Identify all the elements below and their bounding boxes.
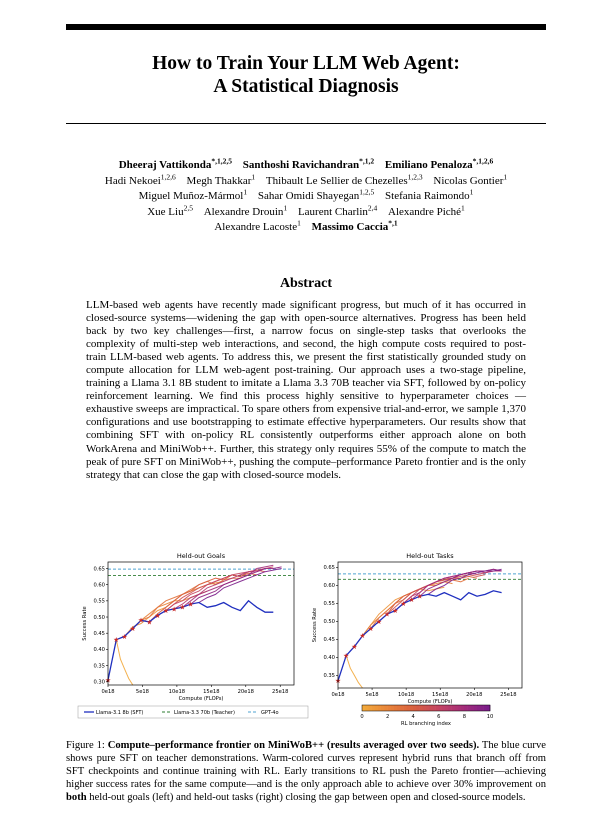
colorbar-segment [439,705,443,711]
author: Stefania Raimondo$^1$ [385,187,474,202]
x-tick-label: 20e18 [466,692,483,698]
author: Alexandre Drouin$^1$ [203,202,288,218]
rl-branch-line [346,656,362,688]
y-axis-label: Success Rate [82,606,88,641]
branch-point-star: ★ [154,611,161,620]
colorbar-segment [394,705,398,711]
rl-branch-line [428,569,502,594]
y-tick-label: 0.50 [323,619,335,626]
colorbar-segment [416,705,420,711]
branch-point-star: ★ [170,605,178,614]
author-list [40,158,572,236]
y-tick-label: 0.45 [323,637,335,644]
x-tick-label: 25e18 [272,689,289,695]
colorbar-segment [468,705,472,711]
branch-point-star: ★ [162,606,170,615]
colorbar-segment [480,705,484,711]
colorbar-label: RL branching index [400,721,452,727]
colorbar-tick-label: 2 [385,714,390,720]
colorbar-segment [375,705,379,711]
branch-point-star: ★ [400,599,407,608]
colorbar-segment [365,705,369,711]
colorbar-segment [455,705,459,711]
colorbar-tick-label: 0 [360,714,364,720]
x-tick-label: 25e18 [500,692,517,698]
x-tick-label: 10e18 [397,692,415,698]
y-tick-label: 0.50 [93,614,105,621]
branch-point-star: ★ [187,600,194,609]
colorbar-segment [445,705,449,711]
x-tick-label: 0e18 [101,689,115,695]
author: Nicolas Gontier$^1$ [433,171,508,187]
colorbar-segment [436,705,440,711]
rl-branch-line [354,587,444,646]
legend-sft-label: Llama-3.1 8b (SFT) [96,710,144,716]
x-axis-label: Compute (FLOPs) [178,696,224,702]
colorbar-segment [464,705,468,711]
x-tick-label: 5e18 [135,689,149,695]
author: Alexandre Piché$^1$ [388,202,465,218]
branch-point-star: ★ [137,616,145,625]
author: Xue Liu$^{2,5}$ [147,202,193,218]
branch-point-star: ★ [392,607,399,615]
x-tick-label: 15e18 [432,692,449,698]
y-tick-label: 0.30 [93,679,105,686]
colorbar-segment [407,705,411,711]
colorbar-segment [442,705,446,711]
caption-text-1: The blue curve shows pure SFT on teacher demonstrations. Warm-colored curves represent hybrid runs that branch off from SFT checkpoints and continue training with RL. Early transitions to RL push the Pareto frontier—achieving higher success rates for the same compute—and is the only approach able to achieve over 30% improvement on [66,740,546,790]
branch-point-star: ★ [416,592,423,601]
y-tick-label: 0.55 [93,598,105,605]
y-tick-label: 0.60 [323,583,335,590]
legend-gpt-label: GPT-4o [261,710,279,716]
colorbar-segment [362,705,366,711]
y-tick-label: 0.35 [323,673,335,680]
rl-branch-line [116,640,133,685]
branch-point-star: ★ [129,624,136,633]
caption-label: Figure 1: [66,740,105,751]
abstract-text: LLM-based web agents have recently made significant progress, but much of it has occurred in closed-source systems—widening the gap with open-source alternatives. Progress has been held back by two key challenges—first, a narrow focus on single-step tasks that overlooks the complexity of multi-step web interactions, and second, the high compute costs required to post-train LLM-based web agents. To address this, we present the first statistically grounded study on compute allocation for LLM web-agent post-training. Our approach uses a two-stage pipeline, training a Llama 3.1 8B student to imitate a Llama 3.3 70B teacher via SFT, followed by on-policy reinforcement learning. We find this process highly sensitive to hyperparameter choices — exhaustive sweeps are impractical. To spare others from expensive trial-and-error, we sample 1,370 configurations and use bootstrapping to estimate effective hyperparameters. Our results show that combining SFT with on-policy RL consistently outperforms either approach alone on both WorkArena and MiniWob++. Further, this strategy only requires 55% of the compute to match the peak of pure SFT on MiniWob++, pushing the compute–performance Pareto frontier and is the only strategy that can close the gap with closed-source models. [86,299,526,481]
author: Sahar Omidi Shayegan$^{1,2,5}$ [257,187,375,202]
colorbar-segment [429,705,433,711]
rl-branch-line [371,578,469,628]
branch-point-star: ★ [146,618,153,627]
plot-frame [108,562,294,685]
branch-point-star: ★ [375,617,383,626]
author: Massimo Caccia$^{*,1}$ [311,218,398,233]
caption-emphasis: both [66,791,87,803]
abstract-heading: Abstract [279,276,333,291]
colorbar-segment [404,705,408,711]
colorbar-segment [384,705,388,711]
colorbar-segment [471,705,475,711]
x-axis-label: Compute (FLOPs) [407,699,453,705]
colorbar-segment [400,705,404,711]
caption-title: Compute–performance frontier on MiniWoB++ (results averaged over two seeds). [107,740,480,751]
colorbar-segment [388,705,392,711]
author: Alexandre Lacoste$^1$ [214,218,301,233]
plot-frame [338,562,522,688]
legend-teacher-label: Llama-3.3 70b (Teacher) [174,710,235,716]
branch-point-star: ★ [343,652,350,660]
colorbar-segment [448,705,452,711]
y-tick-label: 0.40 [93,647,105,654]
branch-point-star: ★ [121,632,128,641]
figure-1-charts [70,548,542,733]
chart-title: Held-out Goals [176,552,226,560]
x-tick-label: 15e18 [203,689,220,695]
figure-caption [66,740,546,805]
colorbar-segment [477,705,481,711]
colorbar-segment [391,705,395,711]
author: Megh Thakkar$^1$ [186,171,256,187]
colorbar-segment [423,705,427,711]
branch-point-star: ★ [367,625,374,633]
author: Dheeraj Vattikonda$^{*,1,2,5}$ [118,156,232,171]
colorbar-segment [461,705,465,711]
colorbar-segment [484,705,488,711]
colorbar-segment [381,705,385,711]
author: Miguel Muñoz-Mármol$^1$ [138,187,248,202]
x-tick-label: 10e18 [168,689,186,695]
branch-point-star: ★ [113,636,120,645]
author: Santhoshi Ravichandran$^{*,1,2}$ [242,156,375,171]
rl-branch-line [395,571,493,611]
y-axis-label: Success Rate [312,607,318,643]
colorbar-tick-label: 10 [486,714,494,720]
branch-point-star: ★ [179,603,186,612]
rl-branch-line [363,582,453,636]
y-tick-label: 0.55 [323,601,335,608]
colorbar-segment [378,705,382,711]
x-tick-label: 5e18 [365,692,379,698]
colorbar-segment [432,705,436,711]
top-rule [66,24,546,30]
y-tick-label: 0.60 [93,582,105,589]
colorbar-tick-label: 6 [437,714,441,720]
y-tick-label: 0.35 [93,663,105,670]
colorbar-segment [474,705,478,711]
y-tick-label: 0.65 [93,566,105,573]
author: Emiliano Penaloza$^{*,1,2,6}$ [384,156,494,171]
author: Hadi Nekoei$^{1,2,6}$ [104,171,176,187]
branch-point-star: ★ [104,676,112,685]
branch-point-star: ★ [351,643,358,651]
y-tick-label: 0.65 [323,565,335,572]
sft-line [108,601,273,680]
colorbar-segment [426,705,430,711]
colorbar-segment [397,705,401,711]
colorbar-tick-label: 8 [462,714,467,720]
colorbar-segment [410,705,414,711]
branch-point-star: ★ [408,596,415,605]
title-line-2: A Statistical Diagnosis [213,76,399,97]
x-tick-label: 20e18 [237,689,254,695]
colorbar-segment [368,705,372,711]
colorbar-tick-label: 4 [411,714,415,720]
x-tick-label: 0e18 [331,692,345,698]
caption-text-2: held-out goals (left) and held-out tasks (right) closing the gap between open and closed-source models. [89,791,526,803]
colorbar-segment [458,705,462,711]
branch-point-star: ★ [334,677,342,686]
colorbar-segment [372,705,376,711]
y-tick-label: 0.40 [323,655,335,662]
chart-title: Held-out Tasks [406,552,454,560]
branch-point-star: ★ [383,610,391,619]
title-line-1: How to Train Your LLM Web Agent: [152,53,460,74]
colorbar-segment [420,705,424,711]
colorbar-segment [452,705,456,711]
paper-title [66,52,546,98]
author: Laurent Charlin$^{2,4}$ [297,202,378,218]
rl-branch-line [387,575,485,615]
author: Thibault Le Sellier de Chezelles$^{1,2,3}$ [265,171,423,187]
y-tick-label: 0.45 [93,631,105,638]
title-bottom-rule [66,123,546,124]
colorbar-segment [413,705,417,711]
branch-point-star: ★ [359,632,366,641]
figure-1 [70,548,542,733]
